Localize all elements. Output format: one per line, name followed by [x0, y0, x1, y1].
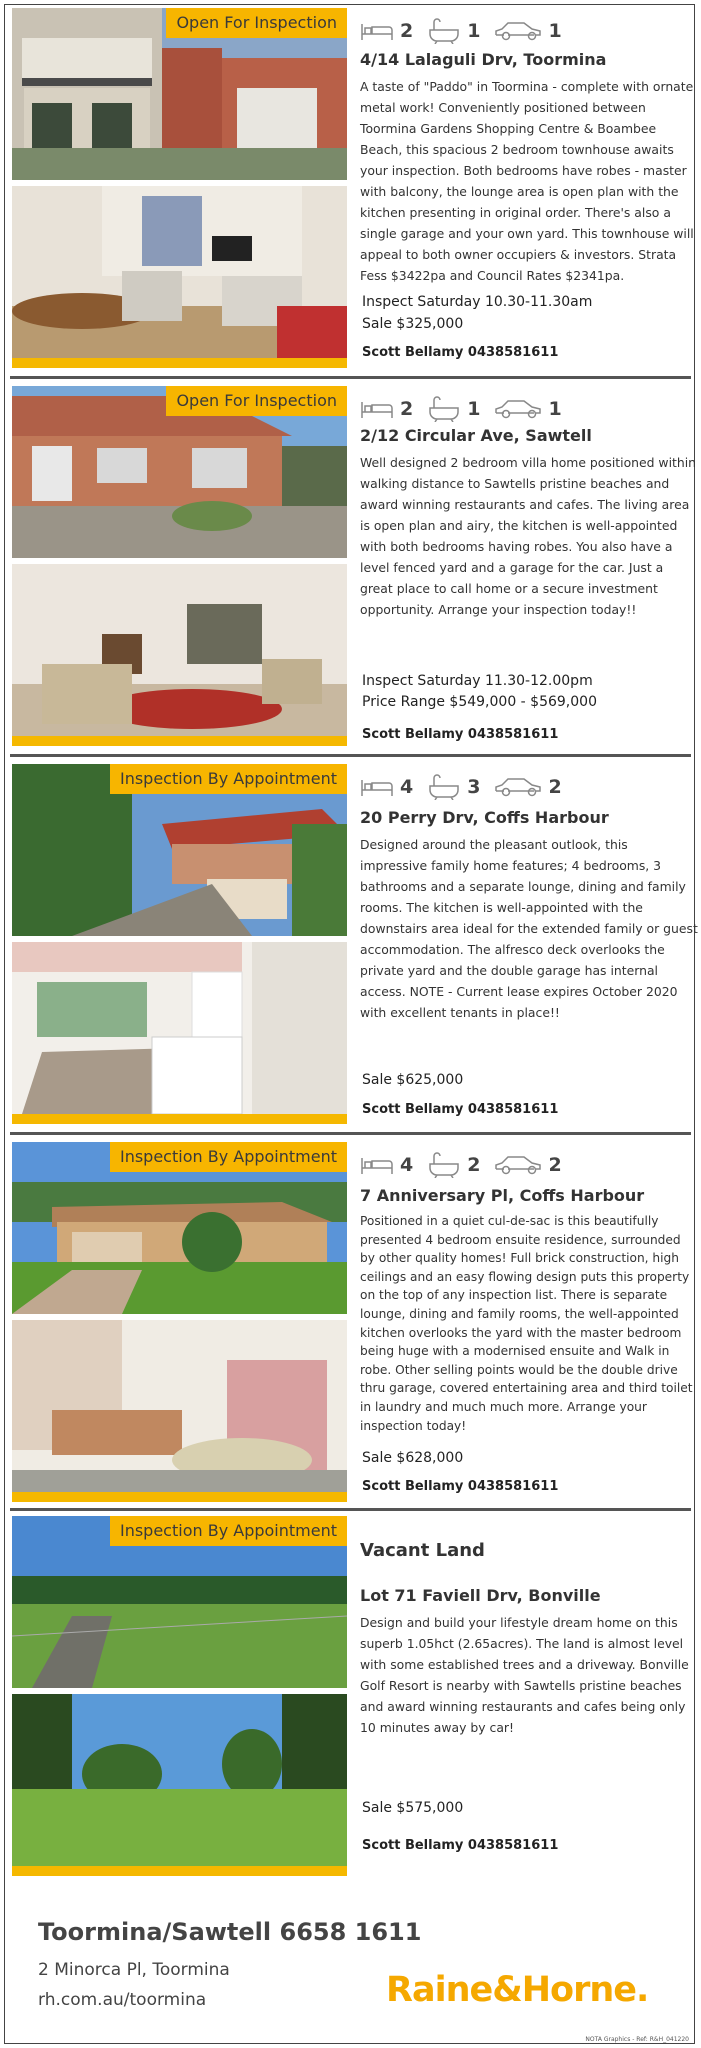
- brand-logo: Raine&Horne.: [386, 1970, 649, 2010]
- price: Sale $625,000: [362, 1072, 464, 1088]
- price: Sale $628,000: [362, 1450, 464, 1466]
- car-icon: [494, 776, 542, 798]
- feature-icons: [360, 16, 576, 46]
- bath-icon: [427, 774, 461, 800]
- bed-icon: [360, 776, 394, 798]
- feature-icons: [360, 1150, 576, 1180]
- inspection-banner: Open For Inspection: [166, 8, 347, 38]
- price: Price Range $549,000 - $569,000: [362, 694, 597, 710]
- listing-info: [360, 764, 700, 1130]
- print-credit: NOTA Graphics - Ref: R&H_041220: [585, 2036, 689, 2043]
- bath-icon: [427, 1152, 461, 1178]
- listing-divider: [10, 1508, 691, 1511]
- land-heading: Vacant Land: [360, 1540, 485, 1561]
- bed-icon: [360, 1154, 394, 1176]
- inspection-time: Inspect Saturday 11.30-12.00pm: [362, 673, 593, 689]
- listing-info: [360, 1516, 700, 1882]
- inspection-time: Inspect Saturday 10.30-11.30am: [362, 294, 593, 310]
- listing-3: [10, 764, 698, 1130]
- office-name: Toormina/Sawtell 6658 1611: [38, 1918, 422, 1946]
- car-icon: [494, 398, 542, 420]
- inspection-banner: Inspection By Appointment: [110, 1516, 347, 1546]
- price: Sale $325,000: [362, 316, 464, 332]
- office-address: 2 Minorca Pl, Toormina: [38, 1960, 230, 1980]
- inspection-banner: Inspection By Appointment: [110, 1142, 347, 1172]
- bedrooms-count: 4: [400, 776, 414, 798]
- agent-contact: Scott Bellamy 0438581611: [362, 1102, 559, 1117]
- property-description: Designed around the pleasant outlook, this impressive family home features; 4 bedrooms, 3 bathrooms and a separate lounge, dining and family rooms. The kitchen is well-appointed with the downstairs area ideal for the extended family or guest accommodation. The alfresco deck overlooks the private yard and the double garage has internal access. NOTE - Current lease expires October 2020 with excellent tenants in place!!: [360, 837, 698, 1020]
- kitchen-photo: [12, 942, 347, 1114]
- interior-photo: [12, 186, 347, 358]
- accent-bar: [12, 1866, 347, 1876]
- carspaces-count: 1: [548, 20, 562, 42]
- agent-contact: Scott Bellamy 0438581611: [362, 727, 559, 742]
- listing-divider: [10, 1132, 691, 1135]
- listing-5: [10, 1516, 690, 1882]
- carspaces-count: 2: [548, 776, 562, 798]
- bed-icon: [360, 20, 394, 42]
- bedrooms-count: 2: [400, 398, 414, 420]
- inspection-banner: Open For Inspection: [166, 386, 347, 416]
- feature-icons: [360, 394, 576, 424]
- agent-contact: Scott Bellamy 0438581611: [362, 1479, 559, 1494]
- property-description: Well designed 2 bedroom villa home positioned within walking distance to Sawtells pristine beaches and award winning restaurants and cafes. The living area is open plan and airy, the kitchen is well-appointed with both bedrooms having robes. You also have a level fenced yard and a garage for the car. Just a great place to call home or a secure investment opportunity. Arrange your inspection today!!: [360, 455, 697, 617]
- bathrooms-count: 1: [467, 398, 481, 420]
- bathrooms-count: 3: [467, 776, 481, 798]
- bath-icon: [427, 396, 461, 422]
- office-website[interactable]: rh.com.au/toormina: [38, 1990, 207, 2010]
- listing-info: [360, 386, 700, 752]
- property-address: 20 Perry Drv, Coffs Harbour: [360, 808, 609, 827]
- bedrooms-count: 2: [400, 20, 414, 42]
- bathrooms-count: 2: [467, 1154, 481, 1176]
- carspaces-count: 1: [548, 398, 562, 420]
- carspaces-count: 2: [548, 1154, 562, 1176]
- bed-icon: [360, 398, 394, 420]
- property-address: Lot 71 Faviell Drv, Bonville: [360, 1586, 601, 1605]
- kitchen-photo: [12, 1320, 347, 1492]
- agent-contact: Scott Bellamy 0438581611: [362, 345, 559, 360]
- agent-contact: Scott Bellamy 0438581611: [362, 1838, 559, 1853]
- property-address: 7 Anniversary Pl, Coffs Harbour: [360, 1186, 645, 1205]
- listing-divider: [10, 376, 691, 379]
- property-description: Design and build your lifestyle dream home on this superb 1.05hct (2.65acres). The land is almost level with some established trees and a driveway. Bonville Golf Resort is nearby with Sawtells pristine beaches and award winning restaurants and cafes being only 10 minutes away by car!: [360, 1615, 689, 1735]
- land-photo: [12, 1694, 347, 1866]
- accent-bar: [12, 1114, 347, 1124]
- accent-bar: [12, 736, 347, 746]
- car-icon: [494, 20, 542, 42]
- listing-info: [360, 8, 700, 374]
- accent-bar: [12, 358, 347, 368]
- price: Sale $575,000: [362, 1800, 464, 1816]
- accent-bar: [12, 1492, 347, 1502]
- bath-icon: [427, 18, 461, 44]
- listing-divider: [10, 754, 691, 757]
- property-description: Positioned in a quiet cul-de-sac is this beautifully presented 4 bedroom ensuite residence, surrounded by other quality homes! Full brick construction, high ceilings and an easy flowing design puts this property on the top of any inspection list. There is separate lounge, dining and family rooms, the well-appointed kitchen overlooks the yard with the master bedroom being huge with a modernised ensuite and Walk in robe. Other selling points would be the double drive thru garage, covered entertaining area and third toilet in laundry and much much more. Arrange your inspection today!: [360, 1214, 693, 1433]
- interior-photo: [12, 564, 347, 736]
- car-icon: [494, 1154, 542, 1176]
- listing-1: [10, 8, 694, 374]
- listing-4: [10, 1142, 693, 1508]
- inspection-banner: Inspection By Appointment: [110, 764, 347, 794]
- property-address: 2/12 Circular Ave, Sawtell: [360, 426, 592, 445]
- listing-2: [10, 386, 697, 752]
- property-description: A taste of "Paddo" in Toormina - complete with ornate metal work! Conveniently positioned between Toormina Gardens Shopping Centre & Boambee Beach, this spacious 2 bedroom townhouse awaits your inspection. Both bedrooms have robes - master with balcony, the lounge area is open plan with the kitchen presenting in original order. There's also a single garage and your own yard. This townhouse will appeal to both owner occupiers & investors. Strata Fess $3422pa and Council Rates $2341pa.: [360, 79, 694, 283]
- feature-icons: [360, 772, 576, 802]
- listing-info: [360, 1142, 700, 1508]
- bedrooms-count: 4: [400, 1154, 414, 1176]
- bathrooms-count: 1: [467, 20, 481, 42]
- property-address: 4/14 Lalaguli Drv, Toormina: [360, 50, 607, 69]
